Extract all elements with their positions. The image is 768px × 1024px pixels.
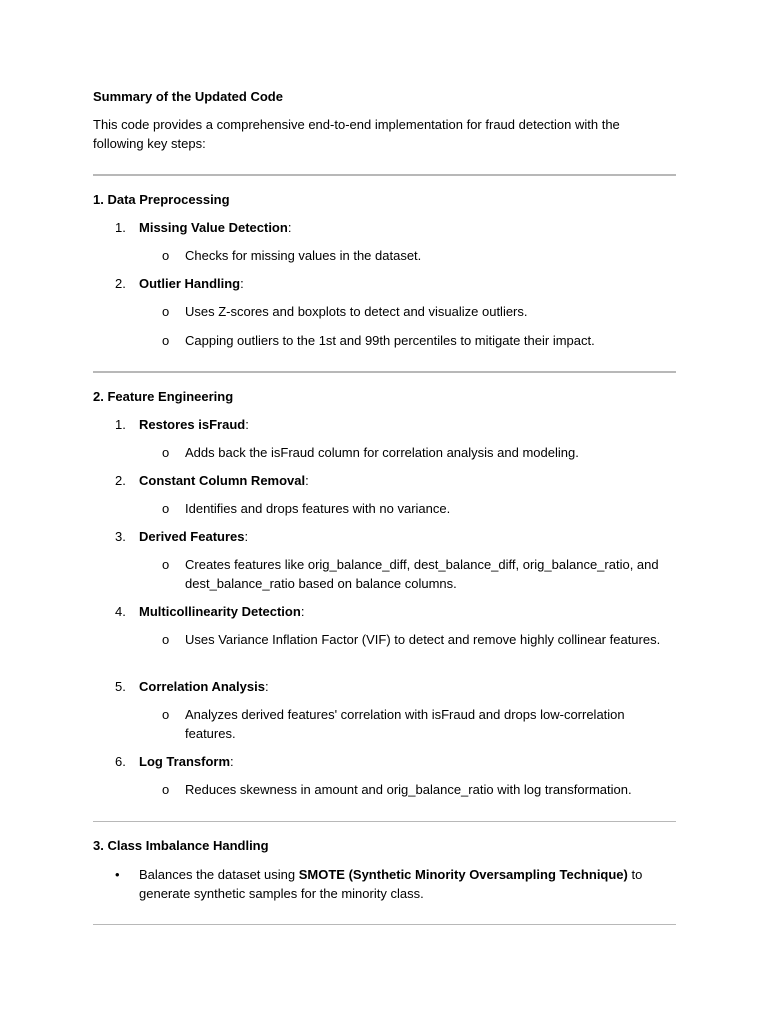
- item-number: 1.: [115, 220, 126, 235]
- circle-bullet-icon: o: [162, 501, 170, 516]
- circle-bullet-icon: o: [162, 304, 170, 319]
- item-label: Multicollinearity Detection: [139, 604, 301, 619]
- smote-term: SMOTE (Synthetic Minority Oversampling Technique): [298, 867, 628, 882]
- divider: [93, 174, 676, 176]
- item-label: Constant Column Removal: [139, 473, 306, 488]
- item-label: Outlier Handling: [139, 276, 241, 291]
- circle-bullet-icon: o: [162, 557, 170, 572]
- circle-bullet-icon: o: [162, 248, 170, 263]
- intro-paragraph: This code provides a comprehensive end-to-end implementation for fraud detection with the following key steps:: [93, 117, 620, 151]
- item-label: Restores isFraud: [139, 417, 246, 432]
- document-title: Summary of the Updated Code: [93, 89, 283, 104]
- item-label: Derived Features: [139, 529, 245, 544]
- item-number: 3.: [115, 529, 126, 544]
- item-number: 2.: [115, 276, 126, 291]
- item-number: 2.: [115, 473, 126, 488]
- item-label: Correlation Analysis: [139, 679, 265, 694]
- item-number: 6.: [115, 754, 126, 769]
- section-heading-data-preprocessing: 1. Data Preprocessing: [93, 192, 230, 207]
- item-number: 1.: [115, 417, 126, 432]
- circle-bullet-icon: o: [162, 707, 170, 722]
- bullet-dot-icon: •: [115, 867, 120, 882]
- circle-bullet-icon: o: [162, 632, 170, 647]
- section-heading-feature-engineering: 2. Feature Engineering: [93, 389, 234, 404]
- divider: [93, 821, 676, 822]
- item-label: Log Transform: [139, 754, 231, 769]
- divider: [93, 924, 676, 925]
- circle-bullet-icon: o: [162, 333, 170, 348]
- item-label: Missing Value Detection: [139, 220, 288, 235]
- divider: [93, 371, 676, 373]
- item-number: 4.: [115, 604, 126, 619]
- item-number: 5.: [115, 679, 126, 694]
- circle-bullet-icon: o: [162, 445, 170, 460]
- section-heading-class-imbalance: 3. Class Imbalance Handling: [93, 838, 269, 853]
- circle-bullet-icon: o: [162, 782, 170, 797]
